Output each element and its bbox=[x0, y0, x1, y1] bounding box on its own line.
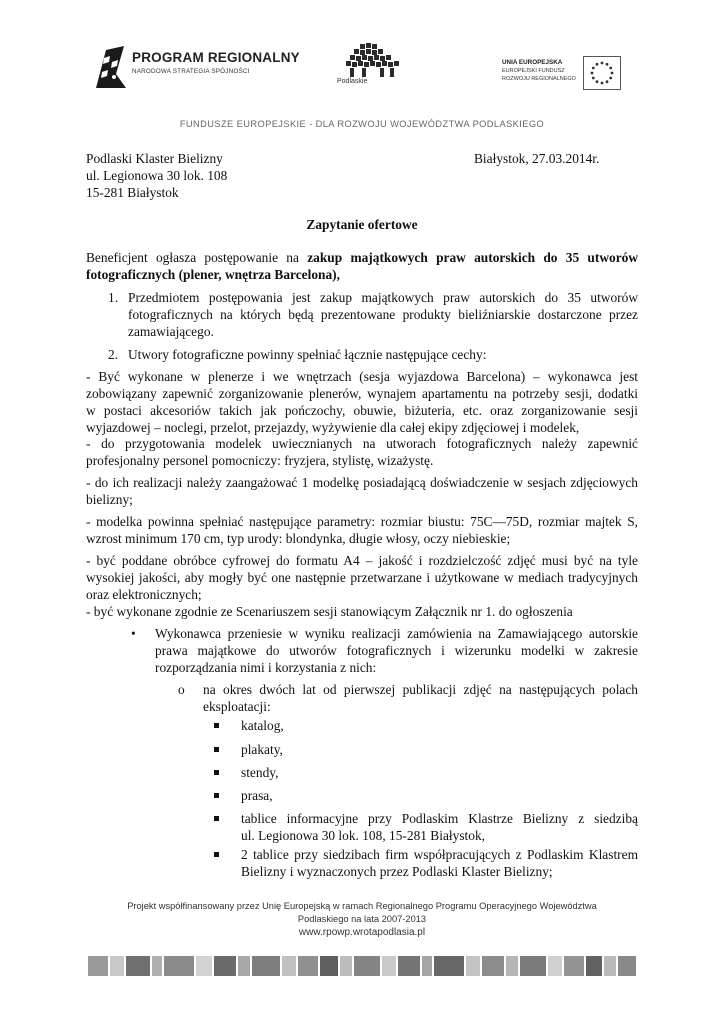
footer-line2: Podlaskiego na lata 2007-2013 bbox=[297, 914, 427, 924]
intro-line1 bbox=[86, 250, 638, 267]
feature-1-line3: w postaci akcesoriów takich jak pończochy, obuwie, biżuteria, etc. oraz zorganizowanie sesji bbox=[86, 403, 638, 418]
eu-flag-icon bbox=[583, 56, 621, 90]
field-3: stendy, bbox=[241, 765, 279, 780]
rights-line2: prawa majątkowe do utworów fotograficznych i wizerunku modelki w zakresie bbox=[155, 643, 638, 658]
feature-1-line2: zobowiązany zapewnić zorganizowanie plenerów, wynajem apartamentu na potrzeby sesji, dodatki bbox=[86, 386, 638, 401]
intro-bold: zakup majątkowych praw autorskich do 35 utworów bbox=[307, 250, 639, 265]
sender-city: 15-281 Białystok bbox=[86, 185, 179, 200]
square-bullet-icon bbox=[214, 816, 219, 821]
program-regionalny-emblem-icon bbox=[92, 44, 128, 90]
date-line: Białystok, 27.03.2014r. bbox=[474, 151, 600, 166]
region-label: Podlaskie bbox=[337, 78, 368, 85]
document-title: Zapytanie ofertowe bbox=[306, 217, 418, 232]
sender-name: Podlaski Klaster Bielizny bbox=[86, 151, 223, 166]
rights-sub-line1: na okres dwóch lat od pierwszej publikacji zdjęć na następujących polach bbox=[203, 682, 638, 697]
feature-2-line1: - do przygotowania modelek uwiecznianych na utworach fotograficznych należy zapewnić bbox=[86, 436, 638, 451]
program-regionalny-logo bbox=[92, 44, 300, 90]
feature-4-line2: wzrost minimum 170 cm, typ urody: blondynka, długie włosy, oczy niebieskie; bbox=[86, 531, 511, 546]
feature-6-line1: - być wykonane zgodnie ze Scenariuszem sesji stanowiącym Załącznik nr 1. do ogłoszenia bbox=[86, 604, 573, 619]
rights-sub-marker: o bbox=[178, 682, 185, 697]
square-bullet-icon bbox=[214, 747, 219, 752]
eu-title: UNIA EUROPEJSKA bbox=[502, 59, 563, 66]
eu-logo bbox=[494, 56, 626, 92]
list-item-1-line1: Przedmiotem postępowania jest zakup majątkowych praw autorskich do 35 utworów bbox=[128, 290, 638, 305]
rights-sub-line2: eksploatacji: bbox=[203, 699, 271, 714]
eu-fund-line1: EUROPEJSKI FUNDUSZ bbox=[502, 68, 565, 74]
feature-1-line4: wyjazdowej – noclegi, przelot, przejazdy, wyżywienie dla całej ekipy zdjęciowej i modelek, bbox=[86, 420, 580, 435]
footer-url: www.rpowp.wrotapodlasia.pl bbox=[298, 927, 426, 938]
square-bullet-icon bbox=[214, 770, 219, 775]
sender-street: ul. Legionowa 30 lok. 108 bbox=[86, 168, 228, 183]
field-4: prasa, bbox=[241, 788, 273, 803]
square-bullet-icon bbox=[214, 723, 219, 728]
list-number-2: 2. bbox=[108, 347, 119, 362]
intro-lead: Beneficjent ogłasza postępowanie na bbox=[86, 250, 308, 265]
list-number-1: 1. bbox=[108, 290, 119, 305]
feature-3-line2: bielizny; bbox=[86, 492, 133, 507]
bison-icon bbox=[336, 42, 406, 78]
list-item-1-line3: zamawiającego. bbox=[128, 324, 214, 339]
intro-bold-line2: fotograficznych (plener, wnętrza Barcelona), bbox=[86, 267, 340, 282]
program-title: PROGRAM REGIONALNY bbox=[132, 50, 300, 65]
funds-line: FUNDUSZE EUROPEJSKIE - DLA ROZWOJU WOJEWÓDZTWA PODLASKIEGO bbox=[179, 119, 545, 129]
feature-2-line2: profesjonalny personel pomocniczy: fryzjera, stylistę, wizażystę. bbox=[86, 453, 434, 468]
rights-line1: Wykonawca przeniesie w wyniku realizacji zamówienia na Zamawiającego autorskie bbox=[155, 626, 638, 641]
feature-4-line1: - modelka powinna spełniać następujące parametry: rozmiar biustu: 75C—75D, rozmiar majtek S, bbox=[86, 514, 638, 529]
square-bullet-icon bbox=[214, 852, 219, 857]
field-5-line2: ul. Legionowa 30 lok. 108, 15-281 Białystok, bbox=[241, 828, 485, 843]
feature-3-line1: - do ich realizacji należy zaangażować 1 modelkę posiadającą doświadczenie w sesjach zdjęciowych bbox=[86, 475, 638, 490]
rights-bullet: • bbox=[131, 626, 136, 641]
program-subtitle: NARODOWA STRATEGIA SPÓJNOŚCI bbox=[132, 68, 250, 75]
podlaskie-logo bbox=[330, 42, 412, 92]
field-2: plakaty, bbox=[241, 742, 283, 757]
field-1: katalog, bbox=[241, 718, 284, 733]
square-bullet-icon bbox=[214, 793, 219, 798]
footer-line1: Projekt współfinansowany przez Unię Europejską w ramach Regionalnego Programu Operacyjnego Województwa bbox=[127, 901, 597, 911]
feature-5-line1: - być poddane obróbce cyfrowej do formatu A4 – jakość i rozdzielczość zdjęć musi być na tyle bbox=[86, 553, 638, 568]
rights-line3: rozporządzania nimi i korzystania z nich: bbox=[155, 660, 377, 675]
feature-5-line3: oraz elektronicznych; bbox=[86, 587, 202, 602]
footer-stripe bbox=[88, 956, 636, 976]
field-6-line1: 2 tablice przy siedzibach firm współpracujących z Podlaskim Klastrem bbox=[241, 847, 638, 862]
feature-1-line1: - Być wykonane w plenerze i we wnętrzach (sesja wyjazdowa Barcelona) – wykonawca jest bbox=[86, 369, 638, 384]
field-6-line2: Bielizny i wyznaczonych przez Podlaski Klaster Bielizny; bbox=[241, 864, 553, 879]
feature-5-line2: wysokiej jakości, aby mogły być one następnie przetwarzane i użytkowane w mediach tradycyjnych bbox=[86, 570, 638, 585]
list-item-1-line2: fotograficznych na których będą prezentowane produkty bieliźniarskie dostarczone przez bbox=[128, 307, 638, 322]
eu-fund-line2: ROZWOJU REGIONALNEGO bbox=[502, 76, 576, 82]
list-item-2-line1: Utwory fotograficzne powinny spełniać łącznie następujące cechy: bbox=[128, 347, 487, 362]
field-5-line1: tablice informacyjne przy Podlaskim Klastrze Bielizny z siedzibą bbox=[241, 811, 638, 826]
